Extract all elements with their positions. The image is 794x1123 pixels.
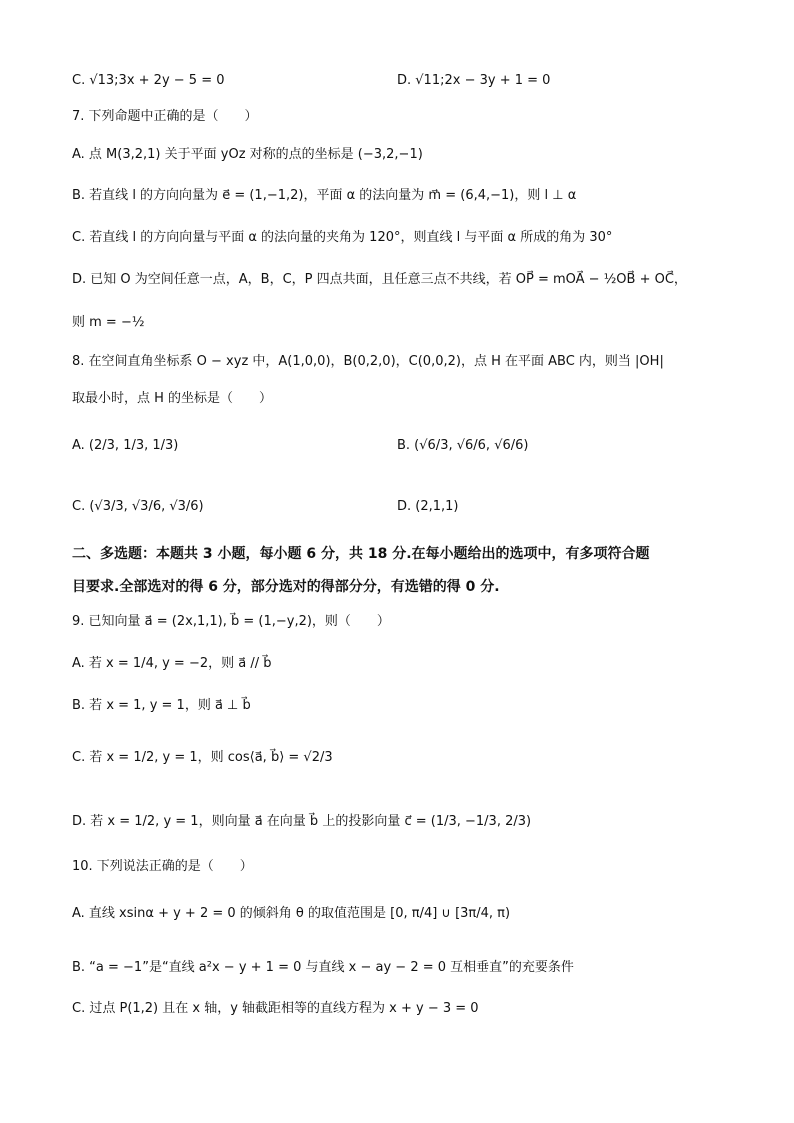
section-2-heading: 二、多选题：本题共 3 小题，每小题 6 分，共 18 分.在每小题给出的选项中，有多项符合题 (72, 546, 650, 562)
option-q7-d: D. 已知 O 为空间任意一点，A，B，C，P 四点共面，且任意三点不共线，若 OP⃗ = mOA⃗ − ½OB⃗ + OC⃗， (72, 272, 687, 287)
option-q6-c: C. √13;3x + 2y − 5 = 0 (72, 73, 225, 88)
option-q10-c: C. 过点 P(1,2) 且在 x 轴，y 轴截距相等的直线方程为 x + y − 3 = 0 (72, 1001, 479, 1016)
option-q9-b: B. 若 x = 1, y = 1，则 a⃗ ⊥ b⃗ (72, 698, 251, 713)
option-q8-a: A. (2/3, 1/3, 1/3) (72, 438, 179, 453)
option-q8-b: B. (√6/3, √6/6, √6/6) (397, 438, 529, 453)
question-8: 8. 在空间直角坐标系 O − xyz 中，A(1,0,0)，B(0,2,0)，C(0,0,2)，点 H 在平面 ABC 内，则当 |OH| (72, 354, 664, 369)
option-q9-d: D. 若 x = 1/2, y = 1，则向量 a⃗ 在向量 b⃗ 上的投影向量 c⃗ = (1/3, −1/3, 2/3) (72, 814, 532, 829)
option-q9-c: C. 若 x = 1/2, y = 1，则 cos⟨a⃗, b⃗⟩ = √2/3 (72, 750, 333, 765)
option-q7-c: C. 若直线 l 的方向向量与平面 α 的法向量的夹角为 120°，则直线 l 与平面 α 所成的角为 30° (72, 230, 613, 245)
option-q10-a: A. 直线 xsinα + y + 2 = 0 的倾斜角 θ 的取值范围是 [0, π/4] ∪ [3π/4, π) (72, 906, 511, 921)
option-q8-d: D. (2,1,1) (397, 499, 459, 514)
option-q7-d-cont: 则 m = −½ (72, 315, 145, 330)
question-9: 9. 已知向量 a⃗ = (2x,1,1), b⃗ = (1,−y,2)，则（ ） (72, 614, 390, 629)
option-q10-b: B. “a = −1”是“直线 a²x − y + 1 = 0 与直线 x − ay − 2 = 0 互相垂直”的充要条件 (72, 960, 574, 975)
option-q8-c: C. (√3/3, √3/6, √3/6) (72, 499, 204, 514)
option-q7-b: B. 若直线 l 的方向向量为 e⃗ = (1,−1,2)，平面 α 的法向量为 m⃗ = (6,4,−1)，则 l ⊥ α (72, 188, 577, 203)
option-q7-a: A. 点 M(3,2,1) 关于平面 yOz 对称的点的坐标是 (−3,2,−1) (72, 147, 423, 162)
option-q9-a: A. 若 x = 1/4, y = −2，则 a⃗ // b⃗ (72, 656, 272, 671)
section-2-heading-cont: 目要求.全部选对的得 6 分，部分选对的得部分分，有选错的得 0 分. (72, 579, 500, 595)
question-10: 10. 下列说法正确的是（ ） (72, 859, 253, 874)
question-8-cont: 取最小时，点 H 的坐标是（ ） (72, 391, 273, 406)
option-q6-d: D. √11;2x − 3y + 1 = 0 (397, 73, 551, 88)
question-7: 7. 下列命题中正确的是（ ） (72, 109, 258, 124)
